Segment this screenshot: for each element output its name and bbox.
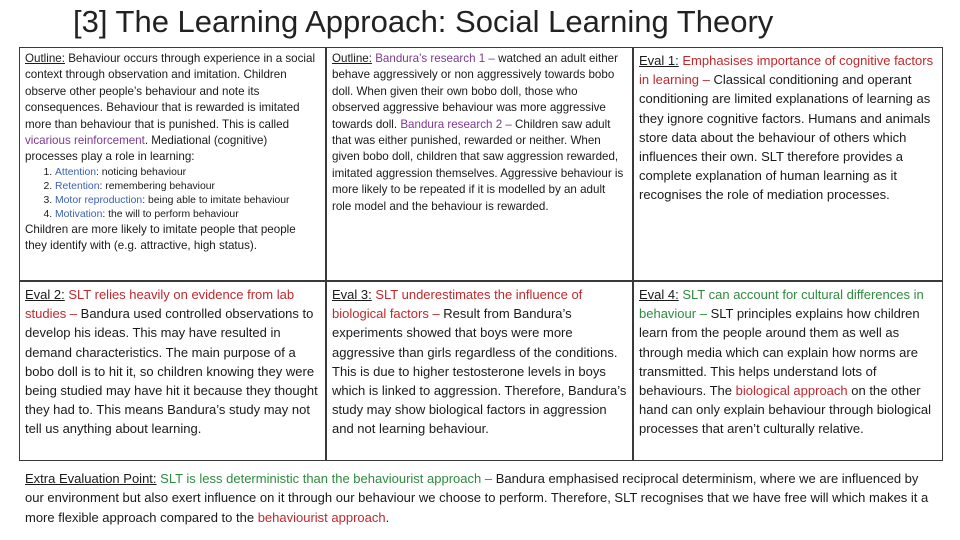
research-1-text: watched an adult either behave aggressively or non aggressively towards bobo doll. When given their own bobo doll, those who observed aggressive behaviour was more aggressive towards doll.	[332, 52, 618, 131]
eval-3-cell	[326, 281, 633, 461]
eval-2-cell	[19, 281, 326, 461]
process-desc: : remembering behaviour	[99, 180, 215, 192]
bandura-research-cell	[326, 47, 633, 281]
eval-body: on the other hand can only explain behaviour through biological processes that aren’t culturally relative.	[639, 383, 931, 437]
process-name: Motivation	[55, 208, 103, 220]
extra-end: .	[385, 509, 390, 525]
biological-approach-term: biological approach	[735, 383, 848, 399]
research-2-label: Bandura research 2 –	[400, 117, 516, 131]
process-desc: : noticing behaviour	[96, 166, 187, 178]
research-1-label: Bandura’s research 1 –	[371, 52, 499, 65]
list-item	[55, 166, 320, 180]
outline-after: . Mediational (cognitive) processes play a role in learning:	[25, 134, 268, 164]
eval-heading: Eval 1:	[639, 53, 679, 68]
outline-closing: Children are more likely to imitate people that people they identify with (e.g. attractive, high status).	[25, 222, 296, 253]
extra-heading: Extra Evaluation Point:	[25, 471, 157, 486]
eval-heading: Eval 4:	[639, 287, 679, 302]
outline-intro: Behaviour occurs through experience in a social context through observation and imitation. Children observe other people’s behaviour and note its consequences. Behaviour that is rewarded is imitated more than behaviour that is punished. This is called	[25, 52, 316, 131]
process-name: Attention	[55, 166, 97, 178]
content-grid	[19, 47, 943, 461]
eval-point: SLT can account for cultural differences in behaviour –	[639, 287, 924, 322]
process-name: Motor reproduction	[55, 194, 143, 206]
process-desc: : being able to imitate behaviour	[142, 194, 290, 206]
list-item	[55, 180, 320, 194]
eval-point: Emphasises importance of cognitive factors in learning –	[639, 53, 934, 88]
extra-point: SLT is less deterministic than the behaviourist approach –	[156, 471, 496, 486]
mediational-process-list	[25, 166, 320, 222]
eval-point: SLT underestimates the influence of biological factors –	[332, 287, 583, 322]
process-desc: : the will to perform behaviour	[102, 208, 239, 220]
eval-point: SLT relies heavily on evidence from lab studies –	[25, 287, 295, 322]
eval-heading: Eval 3:	[332, 287, 372, 302]
outline-cell	[19, 47, 326, 281]
eval-body: SLT principles explains how children learn from the people around them as well as through media which can explain how norms are transmitted. This helps understand lots of behaviours. The	[639, 306, 920, 399]
eval-1-cell	[633, 47, 943, 281]
outline-heading: Outline:	[25, 52, 65, 65]
vicarious-reinforcement-term: vicarious reinforcement	[25, 134, 145, 148]
extra-body: Bandura emphasised reciprocal determinism, where we are influenced by our environment but also exert influence on it through our behaviour we choose to perform. Therefore, SLT recognises that we have free will which makes it a more flexible approach compared to the	[25, 471, 929, 525]
process-name: Retention	[55, 180, 100, 192]
list-item	[55, 208, 320, 222]
outline-paragraph	[25, 51, 320, 166]
behaviourist-approach-term: behaviourist approach	[257, 509, 386, 525]
outline-heading: Outline:	[332, 52, 372, 65]
eval-body: Bandura used controlled observations to develop his ideas. This may have resulted in demand characteristics. The main purpose of a bobo doll is to hit it, so children knowing they were being studied may have hit it because they thought they had to. This means Bandura’s study may not tell us anything about learning.	[25, 306, 318, 437]
eval-4-cell	[633, 281, 943, 461]
eval-body: Result from Bandura’s experiments showed that boys were more aggressive than girls regardless of the conditions. This is due to higher testosterone levels in boys which is linked to aggression. Therefore, Bandura’s study may show biological factors in aggression and not learning behaviour.	[332, 306, 627, 437]
page-title: [3] The Learning Approach: Social Learning Theory	[73, 4, 774, 39]
extra-evaluation-point	[25, 469, 930, 527]
list-item	[55, 194, 320, 208]
research-2-text: Children saw adult that was either punished, rewarded or neither. When given bobo doll, children that saw aggression rewarded, imitated aggression themselves. Aggressive behaviour is more likely to be repeated if it is modelled by an adult role model and the behaviour is rewarded.	[332, 117, 624, 213]
eval-body: Classical conditioning and operant conditioning are limited explanations of learning as they ignore cognitive factors. Humans and animals store data about the behaviour of others which influences their own. SLT therefore provides a complete explanation of human learning as it recognises the role of mediation processes.	[639, 72, 931, 203]
eval-heading: Eval 2:	[25, 287, 65, 302]
